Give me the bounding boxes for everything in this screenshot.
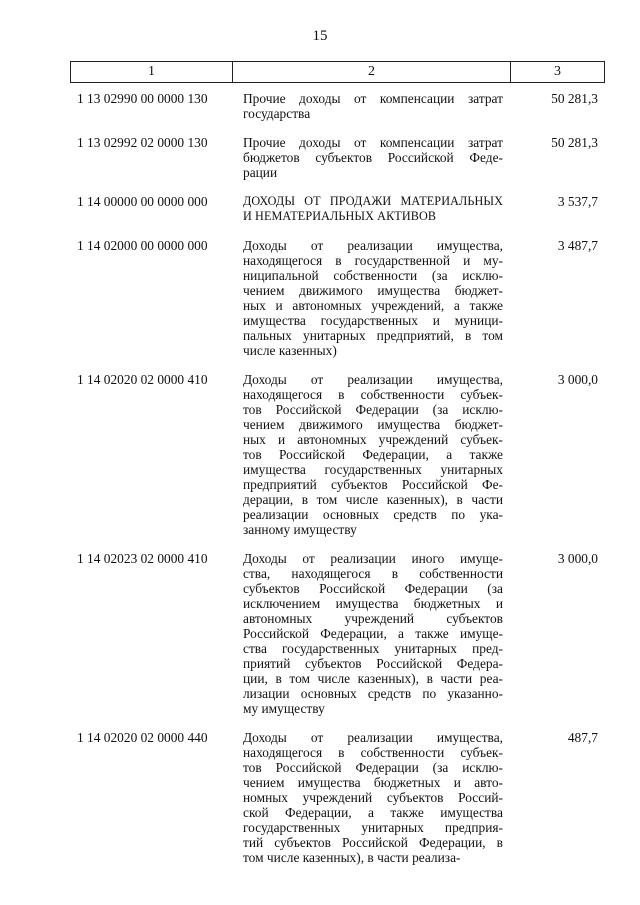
amount-value: 3 000,0 [557, 551, 598, 566]
description-line: ства, находящегося в собственности [243, 566, 503, 581]
table-row [0, 238, 640, 358]
budget-code: 1 14 02020 02 0000 410 [77, 372, 208, 387]
description-line: приятий субъектов Российской Федера- [243, 656, 503, 671]
description-line: чением движимого имущества бюджет- [243, 417, 503, 432]
description-line: чением имущества бюджетных и авто- [243, 775, 503, 790]
description-line: ства государственных унитарных пред- [243, 641, 503, 656]
description-line: номных учреждений субъектов Россий- [243, 790, 503, 805]
description-line: Доходы от реализации имущества, [243, 730, 503, 745]
description-line: ных и автономных учреждений субъек- [243, 432, 503, 447]
income-description [243, 194, 503, 224]
budget-code: 1 14 02020 02 0000 440 [77, 730, 208, 745]
description-line: чением движимого имущества бюджет- [243, 283, 503, 298]
description-line: тов Российской Федерации (за исклю- [243, 760, 503, 775]
table-row [0, 372, 640, 537]
description-line: реализации основных средств по ука- [243, 507, 503, 522]
description-line: ции, в том числе казенных), в части реа- [243, 671, 503, 686]
description-line: находящегося в собственности субъек- [243, 745, 503, 760]
description-line: тов Российской Федерации, а также [243, 447, 503, 462]
budget-code: 1 14 00000 00 0000 000 [77, 194, 208, 209]
description-line: ниципальной собственности (за исклю- [243, 268, 503, 283]
description-line: числе казенных) [243, 343, 337, 358]
description-line: Прочие доходы от компенсации затрат [243, 91, 503, 106]
income-description [243, 135, 503, 180]
description-line: Российской Федерации, а также имуще- [243, 626, 503, 641]
amount-value: 50 281,3 [551, 91, 598, 106]
description-line: Прочие доходы от компенсации затрат [243, 135, 503, 150]
description-line: ской Федерации, а также имущества [243, 805, 503, 820]
description-line: предприятий субъектов Российской Фе- [243, 477, 503, 492]
description-line: находящегося в государственной и му- [243, 253, 503, 268]
description-line: рации [243, 165, 278, 180]
description-line: том числе казенных), в части реализа- [243, 850, 461, 865]
table-row [0, 730, 640, 865]
description-line: бюджетов субъектов Российской Феде- [243, 150, 503, 165]
description-line: ДОХОДЫ ОТ ПРОДАЖИ МАТЕРИАЛЬНЫХ [243, 194, 503, 208]
column-header-3: 3 [510, 61, 605, 83]
amount-value: 3 487,7 [557, 238, 598, 253]
description-line: Доходы от реализации иного имуще- [243, 551, 503, 566]
budget-code: 1 14 02000 00 0000 000 [77, 238, 208, 253]
description-line: ных и автономных учреждений, а также [243, 298, 503, 313]
description-line: дерации, в том числе казенных), в части [243, 492, 503, 507]
description-line: Доходы от реализации имущества, [243, 372, 503, 387]
budget-code: 1 14 02023 02 0000 410 [77, 551, 208, 566]
description-line: пальных унитарных предприятий, в том [243, 328, 503, 343]
table-row [0, 194, 640, 224]
budget-code: 1 13 02992 02 0000 130 [77, 135, 208, 150]
page-number: 15 [312, 28, 328, 44]
table-body [0, 91, 640, 879]
income-description [243, 372, 503, 537]
description-line: тий субъектов Российской Федерации, в [243, 835, 503, 850]
column-header-2: 2 [232, 61, 511, 83]
description-line: Доходы от реализации имущества, [243, 238, 503, 253]
description-line: И НЕМАТЕРИАЛЬНЫХ АКТИВОВ [243, 209, 437, 223]
description-line: находящегося в собственности субъек- [243, 387, 503, 402]
amount-value: 50 281,3 [551, 135, 598, 150]
income-description [243, 238, 503, 358]
budget-code: 1 13 02990 00 0000 130 [77, 91, 208, 106]
description-line: автономных учреждений субъектов [243, 611, 503, 626]
description-line: занному имуществу [243, 522, 357, 537]
amount-value: 3 537,7 [557, 194, 598, 209]
description-line: имущества государственных и муници- [243, 313, 503, 328]
description-line: государства [243, 106, 311, 121]
income-description [243, 91, 503, 121]
description-line: государственных унитарных предприя- [243, 820, 503, 835]
description-line: му имуществу [243, 701, 325, 716]
income-description [243, 730, 503, 865]
description-line: субъектов Российской Федерации (за [243, 581, 503, 596]
amount-value: 3 000,0 [557, 372, 598, 387]
table-row [0, 91, 640, 121]
table-row [0, 551, 640, 716]
amount-value: 487,7 [567, 730, 598, 745]
column-header-1: 1 [70, 61, 233, 83]
description-line: исключением имущества бюджетных и [243, 596, 503, 611]
description-line: имущества государственных унитарных [243, 462, 503, 477]
description-line: лизации основных средств по указанно- [243, 686, 503, 701]
income-description [243, 551, 503, 716]
description-line: тов Российской Федерации (за исклю- [243, 402, 503, 417]
table-row [0, 135, 640, 180]
